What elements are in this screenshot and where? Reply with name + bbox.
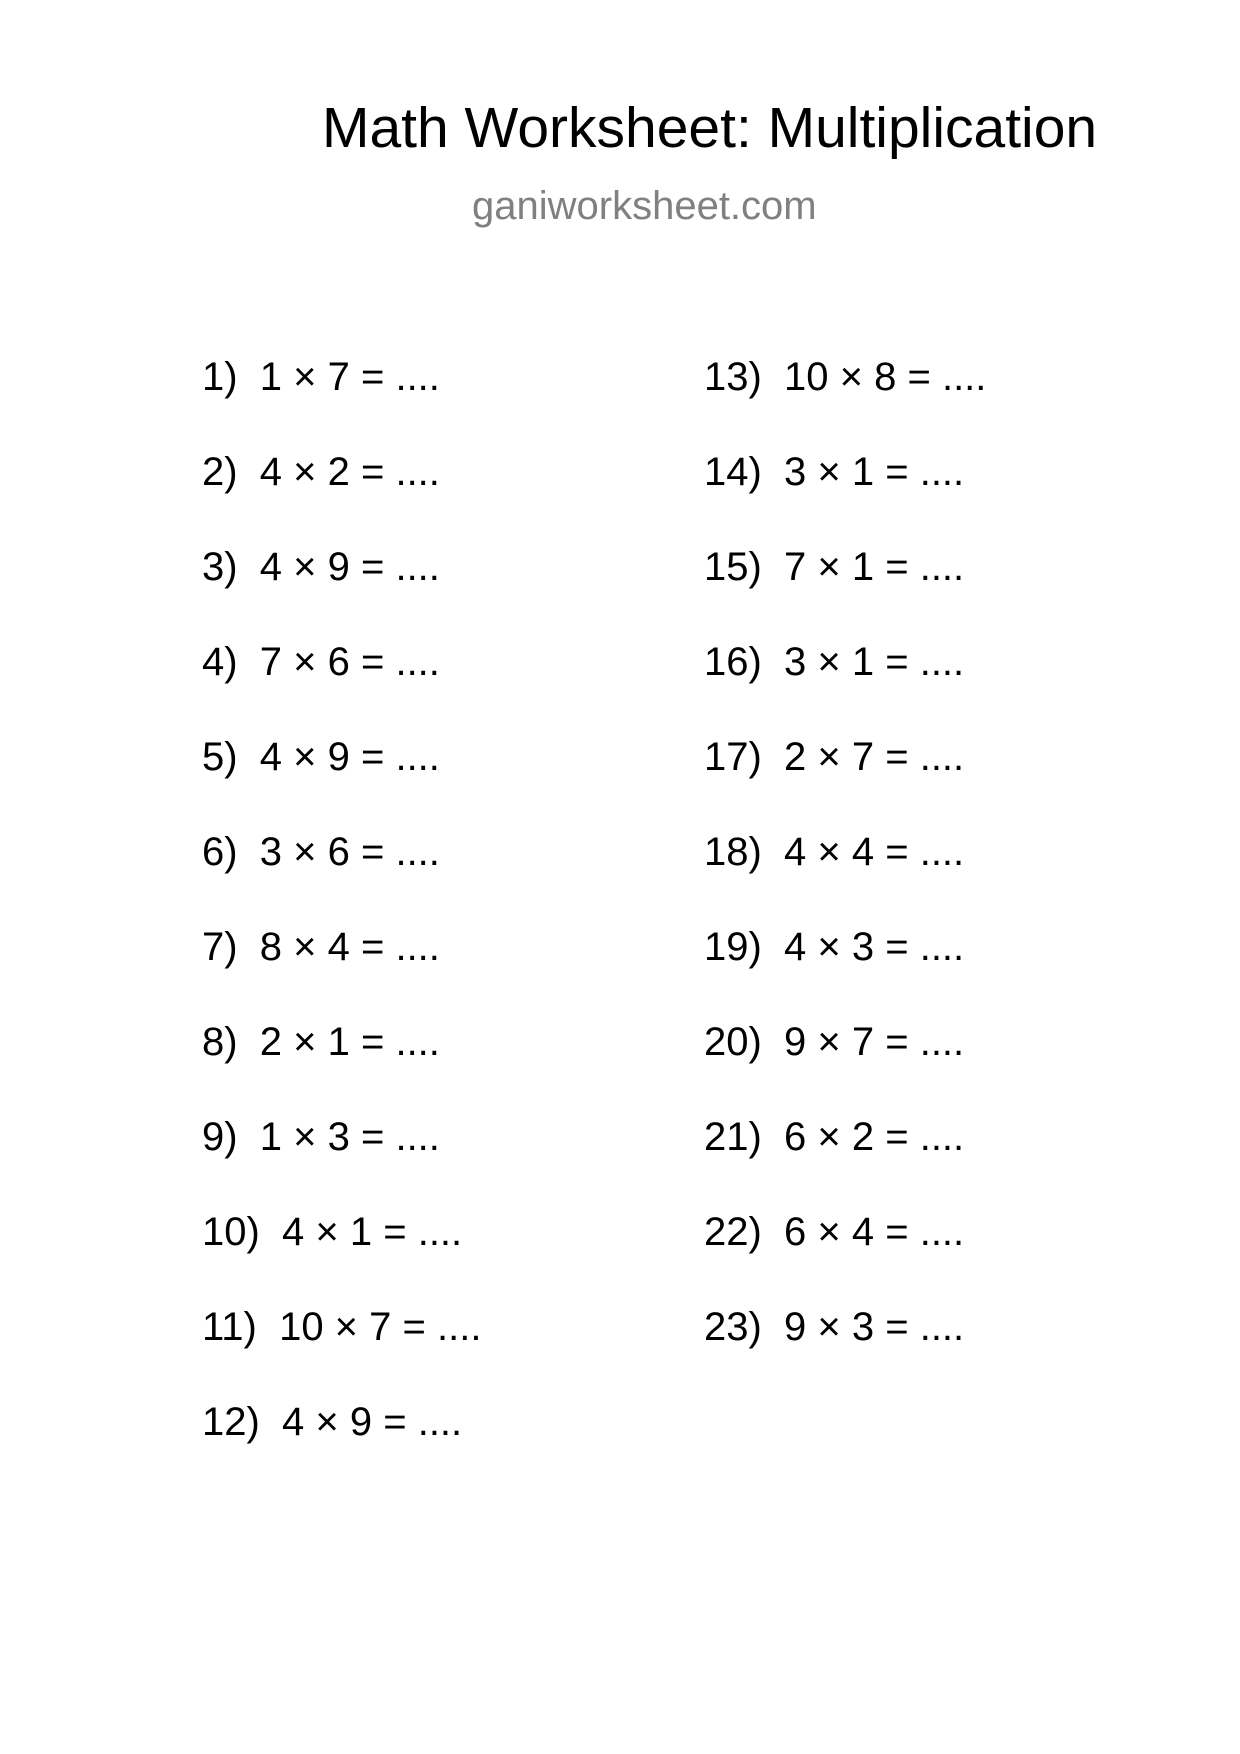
problem-item: 16) 3 × 1 = .... (704, 640, 965, 684)
problem-item: 22) 6 × 4 = .... (704, 1210, 965, 1254)
problem-item: 2) 4 × 2 = .... (202, 450, 440, 494)
problem-item: 6) 3 × 6 = .... (202, 830, 440, 874)
problem-item: 10) 4 × 1 = .... (202, 1210, 463, 1254)
problem-item: 18) 4 × 4 = .... (704, 830, 965, 874)
problem-item: 4) 7 × 6 = .... (202, 640, 440, 684)
problem-item: 9) 1 × 3 = .... (202, 1115, 440, 1159)
problem-item: 1) 1 × 7 = .... (202, 355, 440, 399)
problem-item: 3) 4 × 9 = .... (202, 545, 440, 589)
problem-item: 13) 10 × 8 = .... (704, 355, 987, 399)
problem-item: 7) 8 × 4 = .... (202, 925, 440, 969)
worksheet-title: Math Worksheet: Multiplication (322, 96, 1098, 160)
problem-item: 12) 4 × 9 = .... (202, 1400, 463, 1444)
problem-item: 19) 4 × 3 = .... (704, 925, 965, 969)
problems-column-right (704, 357, 986, 1402)
problem-item: 11) 10 × 7 = .... (202, 1305, 482, 1349)
website-label: ganiworksheet.com (472, 184, 817, 228)
problem-item: 14) 3 × 1 = .... (704, 450, 965, 494)
problem-item: 23) 9 × 3 = .... (704, 1305, 965, 1349)
problem-item: 8) 2 × 1 = .... (202, 1020, 440, 1064)
problems-column-left (202, 357, 481, 1497)
problem-item: 17) 2 × 7 = .... (704, 735, 965, 779)
problem-item: 5) 4 × 9 = .... (202, 735, 440, 779)
problem-item: 15) 7 × 1 = .... (704, 545, 965, 589)
problem-item: 20) 9 × 7 = .... (704, 1020, 965, 1064)
problem-item: 21) 6 × 2 = .... (704, 1115, 965, 1159)
